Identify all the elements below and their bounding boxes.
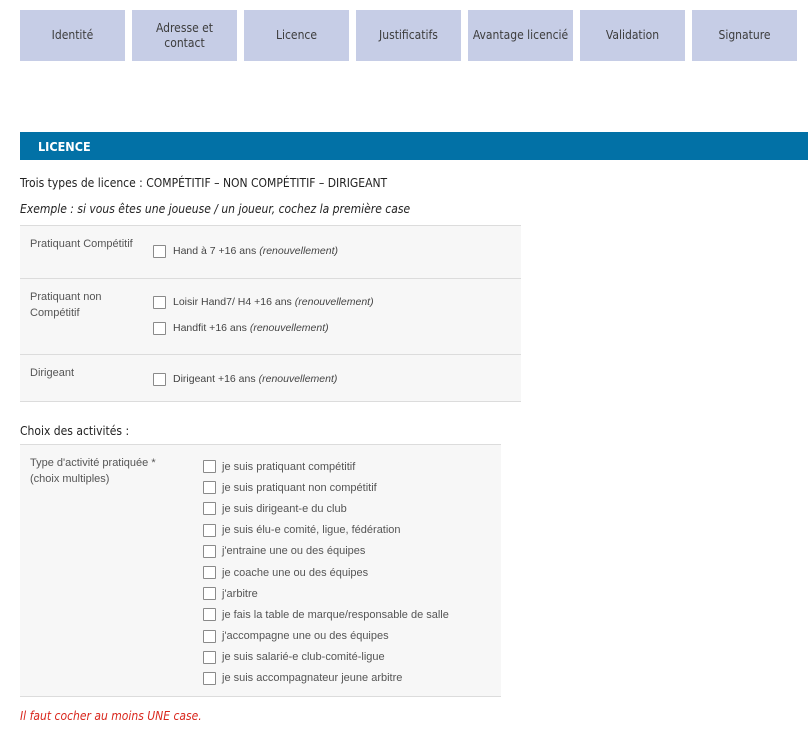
activity-label: je suis accompagnateur jeune arbitre — [222, 672, 403, 685]
activity-label: je coache une ou des équipes — [222, 566, 369, 579]
checkbox-handfit[interactable] — [153, 322, 166, 335]
licence-option — [153, 366, 337, 392]
activities-list — [203, 456, 449, 689]
licence-row-label: Pratiquant non Compétitif — [30, 291, 102, 319]
activity-checkbox[interactable] — [203, 545, 216, 558]
step-justificatifs[interactable]: Justificatifs — [356, 10, 461, 61]
option-note: (renouvellement) — [258, 373, 338, 385]
activity-item — [203, 562, 449, 583]
activity-checkbox[interactable] — [203, 460, 216, 473]
licence-types-intro: Trois types de licence : COMPÉTITIF – NON COMPÉTITIF – DIRIGEANT — [20, 176, 388, 190]
activity-label: je fais la table de marque/responsable de salle — [222, 608, 449, 621]
activities-box — [20, 444, 501, 697]
activity-checkbox[interactable] — [203, 524, 216, 537]
licence-option — [153, 238, 338, 264]
licence-row-non-competitif — [20, 278, 521, 354]
activity-checkbox[interactable] — [203, 502, 216, 515]
activity-checkbox[interactable] — [203, 566, 216, 579]
option-label: Handfit +16 ans — [173, 322, 247, 334]
activity-label: j'accompagne une ou des équipes — [222, 630, 389, 643]
checkbox-loisir[interactable] — [153, 296, 166, 309]
licence-example-hint: Exemple : si vous êtes une joueuse / un joueur, cochez la première case — [20, 202, 411, 216]
activity-item — [203, 477, 449, 498]
licence-row-dirigeant — [20, 354, 521, 402]
step-adresse-contact[interactable]: Adresse et contact — [132, 10, 237, 61]
section-header-licence: LICENCE — [20, 132, 808, 160]
step-identite[interactable]: Identité — [20, 10, 125, 61]
activity-item — [203, 541, 449, 562]
activity-item — [203, 498, 449, 519]
step-nav — [20, 10, 797, 61]
activity-checkbox[interactable] — [203, 587, 216, 600]
activity-item — [203, 668, 449, 689]
option-note: (renouvellement) — [294, 296, 374, 308]
checkbox-hand7[interactable] — [153, 245, 166, 258]
activity-checkbox[interactable] — [203, 630, 216, 643]
activity-item — [203, 520, 449, 541]
activity-label: je suis salarié-e club-comité-ligue — [222, 651, 385, 664]
step-signature[interactable]: Signature — [692, 10, 797, 61]
licence-table — [20, 225, 521, 402]
activity-checkbox[interactable] — [203, 672, 216, 685]
activity-checkbox[interactable] — [203, 608, 216, 621]
activities-label-line1: Type d'activité pratiquée * — [30, 457, 156, 469]
activity-label: je suis pratiquant non compétitif — [222, 481, 377, 494]
option-note: (renouvellement) — [259, 245, 338, 257]
activities-label — [30, 455, 195, 487]
step-validation[interactable]: Validation — [580, 10, 685, 61]
option-label: Dirigeant +16 ans — [173, 373, 256, 385]
activity-item — [203, 604, 449, 625]
option-label: Hand à 7 +16 ans — [173, 245, 257, 257]
activities-title: Choix des activités : — [20, 424, 130, 438]
validation-error: Il faut cocher au moins UNE case. — [20, 709, 202, 723]
activity-label: j'arbitre — [222, 587, 258, 600]
activity-label: je suis dirigeant-e du club — [222, 502, 347, 515]
checkbox-dirigeant[interactable] — [153, 373, 166, 386]
licence-row-label: Pratiquant Compétitif — [30, 238, 133, 250]
activity-label: je suis élu-e comité, ligue, fédération — [222, 524, 401, 537]
activity-item — [203, 456, 449, 477]
licence-row-competitif — [20, 225, 521, 278]
activity-checkbox[interactable] — [203, 651, 216, 664]
activity-item — [203, 626, 449, 647]
step-licence[interactable]: Licence — [244, 10, 349, 61]
activity-item — [203, 583, 449, 604]
licence-option — [153, 289, 374, 315]
option-note: (renouvellement) — [249, 322, 329, 334]
activity-label: je suis pratiquant compétitif — [222, 460, 356, 473]
licence-row-label: Dirigeant — [30, 367, 75, 379]
licence-option — [153, 315, 374, 341]
activities-label-line2: (choix multiples) — [30, 473, 110, 485]
step-avantage-licencie[interactable]: Avantage licencié — [468, 10, 573, 61]
activity-checkbox[interactable] — [203, 481, 216, 494]
activity-label: j'entraine une ou des équipes — [222, 545, 366, 558]
activity-item — [203, 647, 449, 668]
option-label: Loisir Hand7/ H4 +16 ans — [173, 296, 292, 308]
